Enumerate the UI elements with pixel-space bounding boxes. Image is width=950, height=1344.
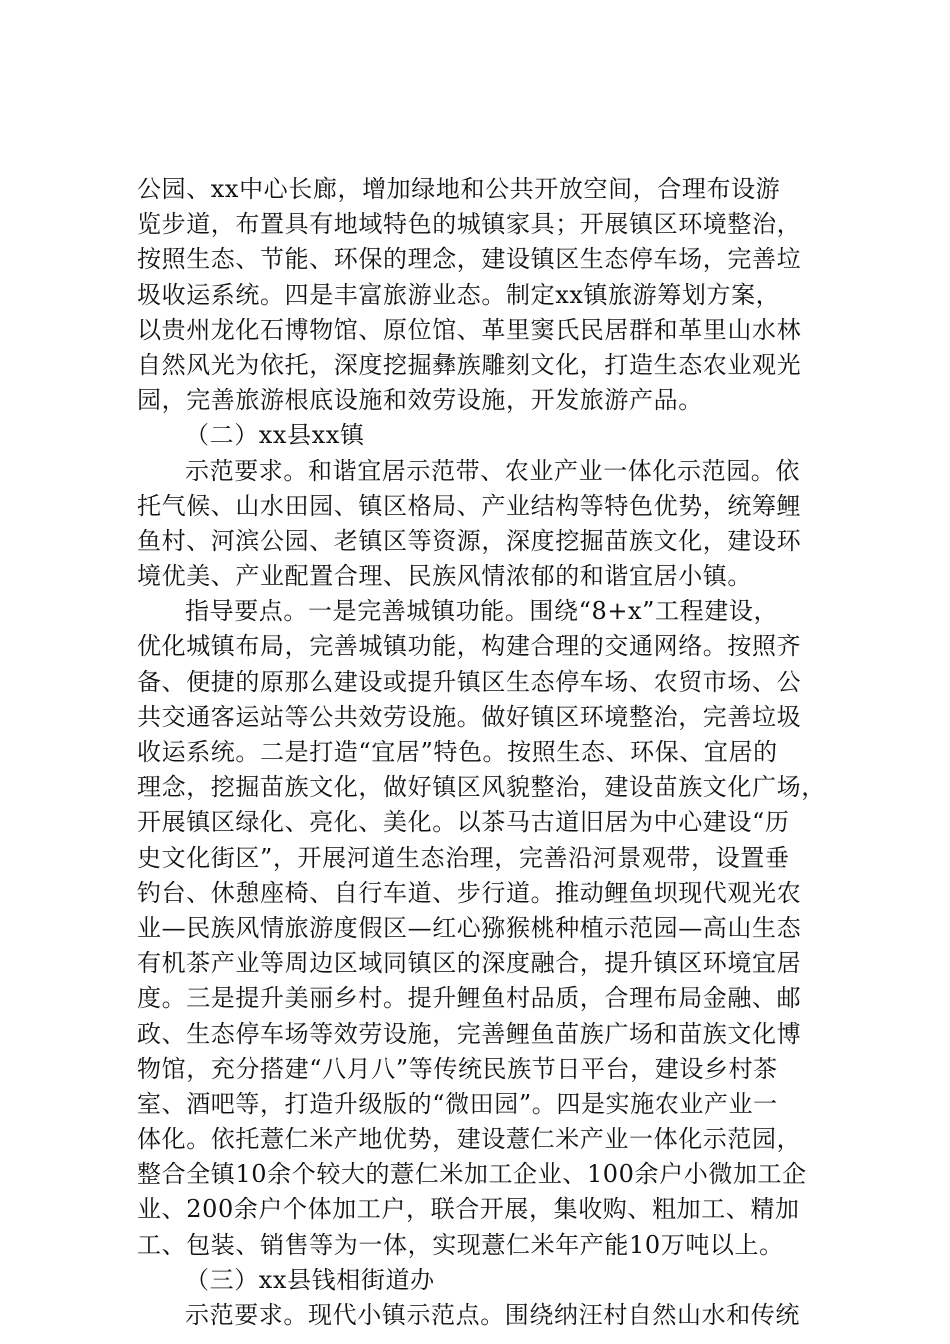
text-line: 整合全镇10余个较大的薏仁米加工企业、100余户小微加工企 — [137, 1160, 807, 1189]
text-line: 物馆，充分搭建“八月八”等传统民族节日平台，建设乡村茶 — [137, 1054, 778, 1083]
text-line: 业、200余户个体加工户，联合开展，集收购、粗加工、精加 — [137, 1195, 800, 1224]
text-line: 境优美、产业配置合理、民族风情浓郁的和谐宜居小镇。 — [137, 562, 752, 591]
text-line: 览步道，布置具有地域特色的城镇家具；开展镇区环境整治， — [137, 210, 802, 239]
text-line: 政、生态停车场等效劳设施，完善鲤鱼苗族广场和苗族文化博 — [137, 1019, 802, 1048]
text-line: 示范要求。现代小镇示范点。围绕纳汪村自然山水和传统 — [185, 1301, 800, 1329]
text-line: 指导要点。一是完善城镇功能。围绕“8+x”工程建设， — [185, 597, 779, 626]
text-line: 备、便捷的原那么建设或提升镇区生态停车场、农贸市场、公 — [137, 667, 802, 696]
text-line: 工、包装、销售等为一体，实现薏仁米年产能10万吨以上。 — [137, 1230, 784, 1259]
section-heading: （三）xx县钱相街道办 — [185, 1265, 435, 1294]
text-line: 鱼村、河滨公园、老镇区等资源，深度挖掘苗族文化，建设环 — [137, 526, 802, 555]
text-line: 室、酒吧等，打造升级版的“微田园”。四是实施农业产业一 — [137, 1089, 778, 1118]
text-line: 理念，挖掘苗族文化，做好镇区风貌整治，建设苗族文化广场， — [137, 773, 826, 802]
text-line: 托气候、山水田园、镇区格局、产业结构等特色优势，统筹鲤 — [137, 491, 802, 520]
text-line: 钓台、休憩座椅、自行车道、步行道。推动鲤鱼坝现代观光农 — [137, 878, 802, 907]
text-line: 按照生态、节能、环保的理念，建设镇区生态停车场，完善垃 — [137, 245, 802, 274]
document-body — [137, 172, 837, 1333]
text-line: 有机茶产业等周边区域同镇区的深度融合，提升镇区环境宜居 — [137, 949, 802, 978]
text-line: 度。三是提升美丽乡村。提升鲤鱼村品质，合理布局金融、邮 — [137, 984, 802, 1013]
text-line: 史文化街区”，开展河道生态治理，完善沿河景观带，设置垂 — [137, 843, 790, 872]
text-line: 自然风光为依托，深度挖掘彝族雕刻文化，打造生态农业观光 — [137, 350, 802, 379]
text-line: 园，完善旅游根底设施和效劳设施，开发旅游产品。 — [137, 386, 703, 415]
text-line: 优化城镇布局，完善城镇功能，构建合理的交通网络。按照齐 — [137, 632, 802, 661]
text-line: 业—民族风情旅游度假区—红心猕猴桃种植示范园—高山生态 — [137, 913, 802, 942]
text-line: 收运系统。二是打造“宜居”特色。按照生态、环保、宜居的 — [137, 738, 778, 766]
text-line: 体化。依托薏仁米产地优势，建设薏仁米产业一体化示范园， — [137, 1125, 802, 1154]
text-line: 示范要求。和谐宜居示范带、农业产业一体化示范园。依 — [185, 456, 800, 485]
text-line: 开展镇区绿化、亮化、美化。以茶马古道旧居为中心建设“历 — [137, 808, 790, 837]
section-heading: （二）xx县xx镇 — [185, 421, 365, 450]
text-line: 以贵州龙化石博物馆、原位馆、革里窦氏民居群和革里山水林 — [137, 315, 802, 344]
text-line: 共交通客运站等公共效劳设施。做好镇区环境整治，完善垃圾 — [137, 702, 802, 731]
text-line: 公园、xx中心长廊，增加绿地和公共开放空间，合理布设游 — [137, 175, 781, 203]
text-line: 圾收运系统。四是丰富旅游业态。制定xx镇旅游筹划方案， — [137, 280, 781, 309]
